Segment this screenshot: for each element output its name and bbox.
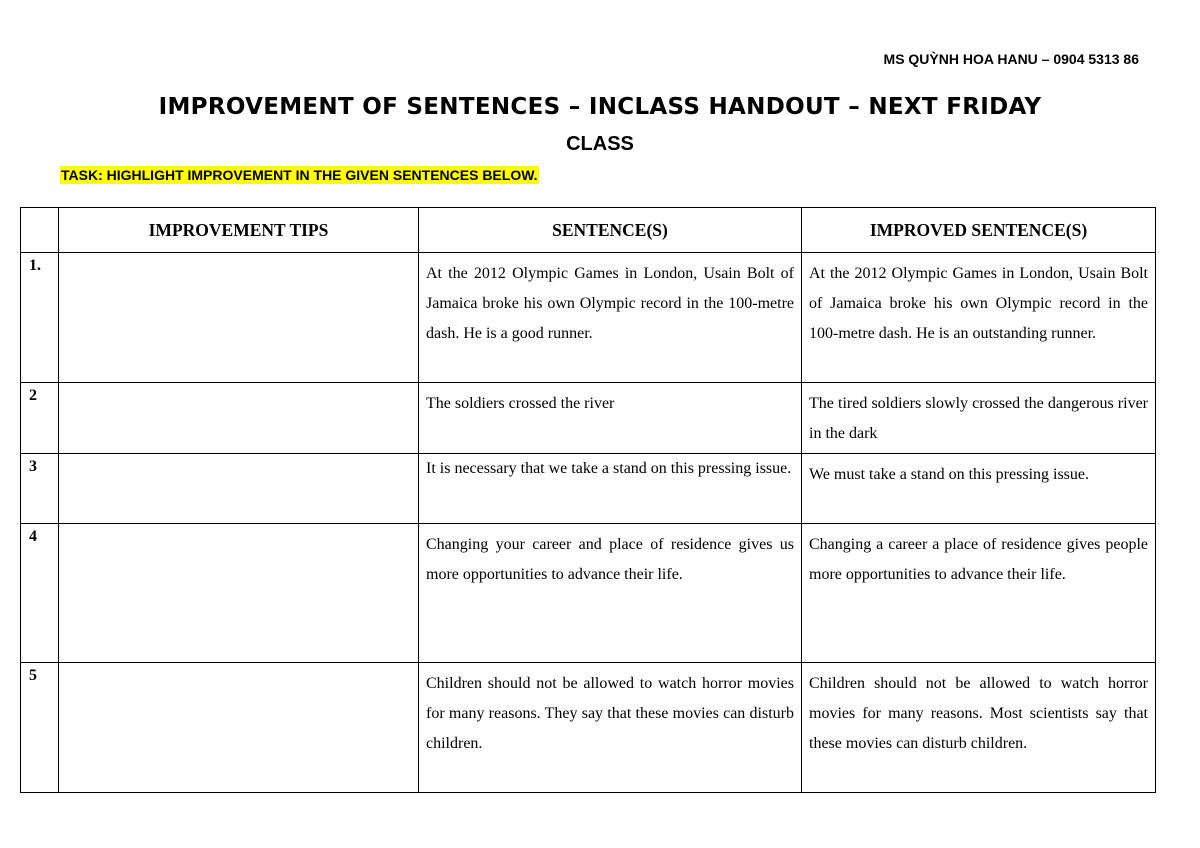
table-row xyxy=(21,454,1156,524)
table-row xyxy=(21,383,1156,454)
task-instruction: TASK: HIGHLIGHT IMPROVEMENT IN THE GIVEN SENTENCES BELOW. xyxy=(61,167,538,183)
header-improved-sentences: IMPROVED SENTENCE(S) xyxy=(802,208,1156,253)
header-number xyxy=(21,208,59,253)
row-number: 1. xyxy=(21,253,59,383)
table-row xyxy=(21,253,1156,383)
table-row xyxy=(21,663,1156,793)
header-improvement-tips: IMPROVEMENT TIPS xyxy=(59,208,419,253)
page-title: IMPROVEMENT OF SENTENCES – INCLASS HANDOUT – NEXT FRIDAY xyxy=(158,94,1042,120)
row-number: 5 xyxy=(21,663,59,793)
row-number: 3 xyxy=(21,454,59,524)
tips-cell[interactable] xyxy=(59,253,419,383)
page-title-line2: CLASS xyxy=(566,133,634,155)
sentence-cell: The soldiers crossed the river xyxy=(419,383,802,454)
row-number: 4 xyxy=(21,524,59,663)
tips-cell[interactable] xyxy=(59,663,419,793)
tips-cell[interactable] xyxy=(59,524,419,663)
sentence-cell: Children should not be allowed to watch horror movies for many reasons. They say that these movies can disturb children. xyxy=(419,663,802,793)
tips-cell[interactable] xyxy=(59,454,419,524)
table-header-row xyxy=(21,208,1156,253)
improved-sentence-cell: The tired soldiers slowly crossed the dangerous river in the dark xyxy=(802,383,1156,454)
sentence-cell: Changing your career and place of residence gives us more opportunities to advance their life. xyxy=(419,524,802,663)
table-row xyxy=(21,524,1156,663)
sentence-cell: At the 2012 Olympic Games in London, Usain Bolt of Jamaica broke his own Olympic record in the 100-metre dash. He is a good runner. xyxy=(419,253,802,383)
improved-sentence-cell: At the 2012 Olympic Games in London, Usain Bolt of Jamaica broke his own Olympic record in the 100-metre dash. He is an outstanding runner. xyxy=(802,253,1156,383)
improvement-table xyxy=(20,207,1156,793)
header-sentences: SENTENCE(S) xyxy=(419,208,802,253)
improved-sentence-cell: We must take a stand on this pressing issue. xyxy=(802,454,1156,524)
row-number: 2 xyxy=(21,383,59,454)
improved-sentence-cell: Changing a career a place of residence gives people more opportunities to advance their life. xyxy=(802,524,1156,663)
contact-header: MS QUỲNH HOA HANU – 0904 5313 86 xyxy=(883,51,1139,67)
improved-sentence-cell: Children should not be allowed to watch horror movies for many reasons. Most scientists say that these movies can disturb children. xyxy=(802,663,1156,793)
tips-cell[interactable] xyxy=(59,383,419,454)
sentence-cell: It is necessary that we take a stand on this pressing issue. xyxy=(419,454,802,524)
